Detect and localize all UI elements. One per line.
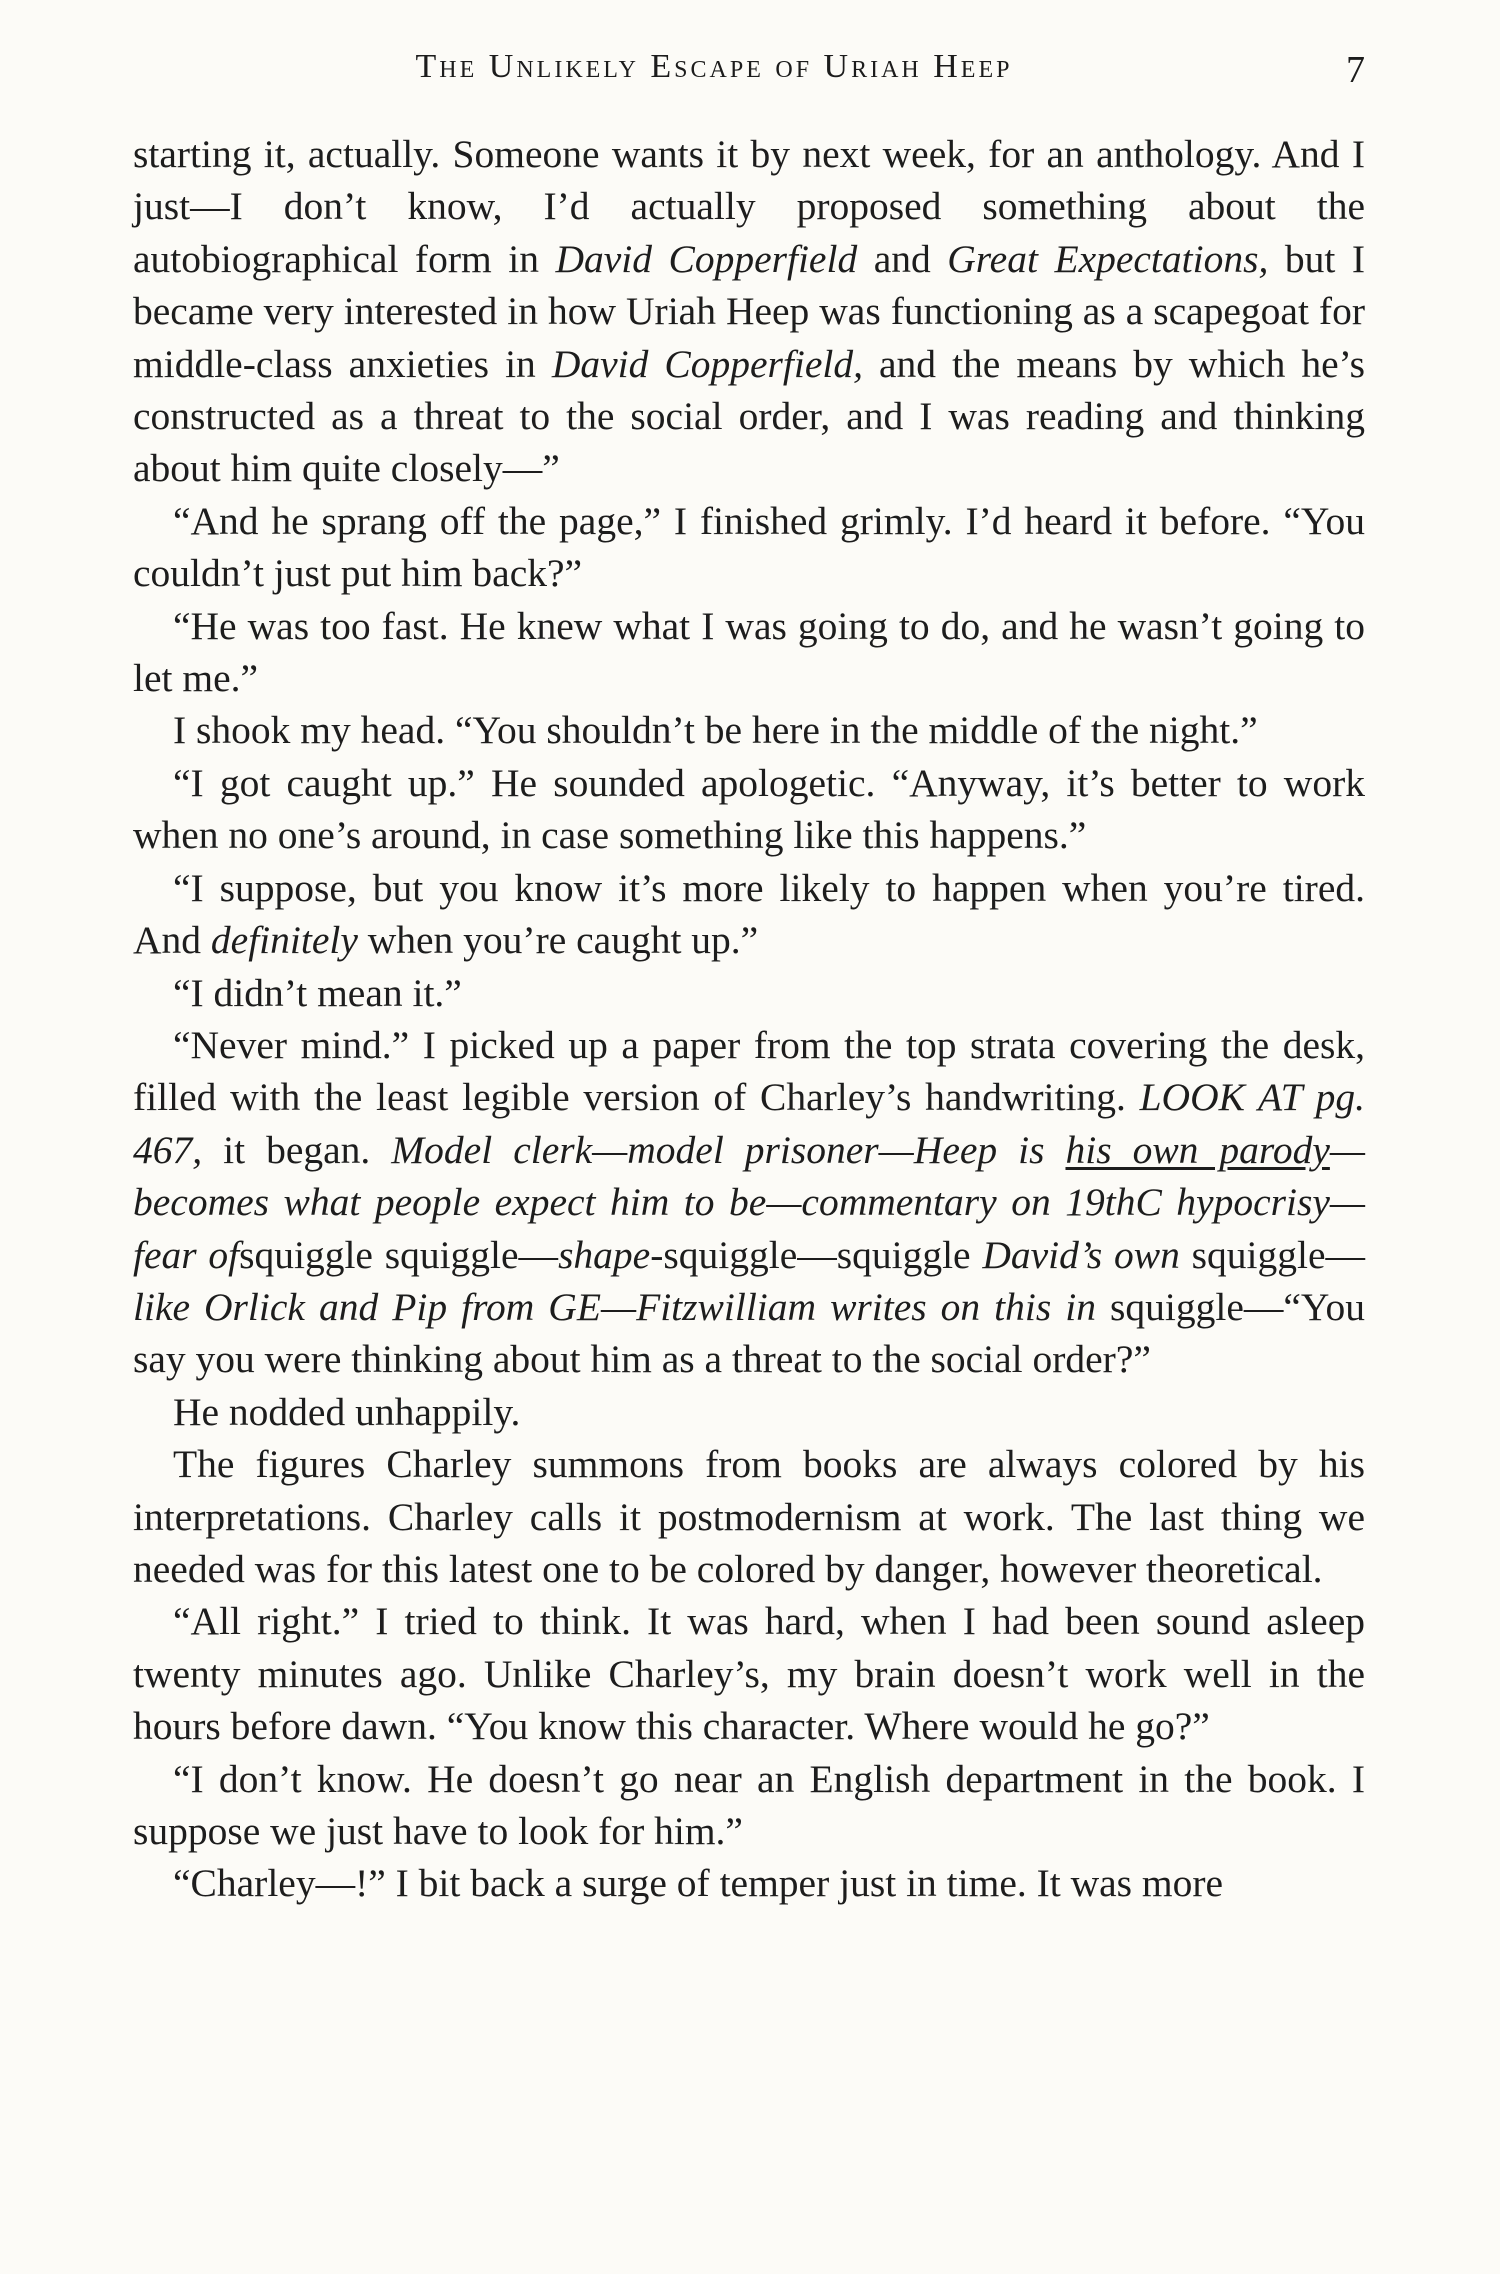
paragraph [133, 1019, 1365, 1386]
text-run: The figures Charley summons from books are always colored by his interpretations. Charley calls it postmodernism at work. The last thing we needed was for this latest one to be colored by danger, however theoretical. [133, 1442, 1365, 1591]
text-run: squiggle— [1179, 1232, 1365, 1277]
text-run: but I became very interested in how Uriah Heep was functioning as a scapegoat for middle-class anxieties in [133, 236, 1365, 386]
text-run: “He was too fast. He knew what I was going to do, and he wasn’t going to let me.” [133, 603, 1365, 701]
italic-text: shape [558, 1232, 651, 1277]
text-run: and the means by which he’s constructed as a threat to the social order, and I was reading and thinking about him quite closely—” [133, 341, 1365, 491]
paragraph [133, 967, 1365, 1019]
running-title: The Unlikely Escape of Uriah Heep [415, 48, 1013, 85]
paragraph [133, 862, 1365, 967]
paragraph [133, 128, 1365, 495]
paragraph [133, 1753, 1365, 1858]
text-run: “I suppose, but you know it’s more likely to happen when you’re tired. And [133, 865, 1365, 963]
page-number: 7 [1346, 49, 1365, 91]
text-run: “Charley—!” I bit back a surge of temper just in time. It was more [173, 1861, 1224, 1906]
text-run: squiggle—“You say you were thinking about him as a threat to the social order?” [133, 1284, 1365, 1382]
italic-text: David’s own [982, 1232, 1180, 1277]
italic-text: his own parody [1065, 1127, 1330, 1172]
text-run: -squiggle—squiggle [650, 1232, 983, 1277]
italic-text: LOOK AT pg. 467, [133, 1075, 1365, 1172]
text-run: “All right.” I tried to think. It was hard, when I had been sound asleep twenty minutes ago. Unlike Charley’s, my brain doesn’t work well in the hours before dawn. “You know this character. Where would he go?” [133, 1599, 1365, 1749]
text-run: squiggle squiggle— [239, 1232, 559, 1277]
paragraph [133, 600, 1365, 705]
text-run: when you’re caught up.” [357, 918, 759, 963]
paragraph [133, 495, 1365, 600]
paragraph [133, 1857, 1365, 1909]
body-text [133, 128, 1365, 1910]
italic-text: —becomes what people expect him to be—commentary on 19thC hypocrisy—fear of [133, 1127, 1365, 1277]
italic-text: Model clerk—model prisoner—Heep is [391, 1127, 1066, 1172]
text-run: “Never mind.” I picked up a paper from the top strata covering the desk, filled with the least legible version of Charley’s handwriting. [133, 1022, 1365, 1120]
italic-text: David Copperfield, [551, 341, 863, 386]
italic-text: definitely [210, 918, 358, 963]
italic-text: Great Expectations, [947, 236, 1269, 281]
paragraph [133, 1595, 1365, 1752]
italic-text: David Copperfield [555, 236, 858, 281]
text-run: “And he sprang off the page,” I finished grimly. I’d heard it before. “You couldn’t just put him back?” [133, 498, 1365, 596]
text-run: “I didn’t mean it.” [173, 970, 462, 1015]
text-run: it began. [202, 1127, 392, 1172]
text-run: and [857, 236, 948, 281]
paragraph [133, 1386, 1365, 1438]
running-head [133, 48, 1365, 108]
text-run: He nodded unhappily. [173, 1389, 521, 1434]
italic-text: like Orlick and Pip from GE—Fitzwilliam writes on this in [133, 1284, 1097, 1329]
paragraph [133, 757, 1365, 862]
text-run: starting it, actually. Someone wants it by next week, for an anthology. And I just—I don’t know, I’d actually proposed something about the autobiographical form in [133, 132, 1365, 281]
paragraph [133, 704, 1365, 756]
text-run: “I got caught up.” He sounded apologetic. “Anyway, it’s better to work when no one’s around, in case something like this happens.” [133, 760, 1365, 858]
text-run: I shook my head. “You shouldn’t be here in the middle of the night.” [173, 708, 1258, 753]
text-run: “I don’t know. He doesn’t go near an English department in the book. I suppose we just have to look for him.” [133, 1756, 1365, 1853]
paragraph [133, 1438, 1365, 1595]
